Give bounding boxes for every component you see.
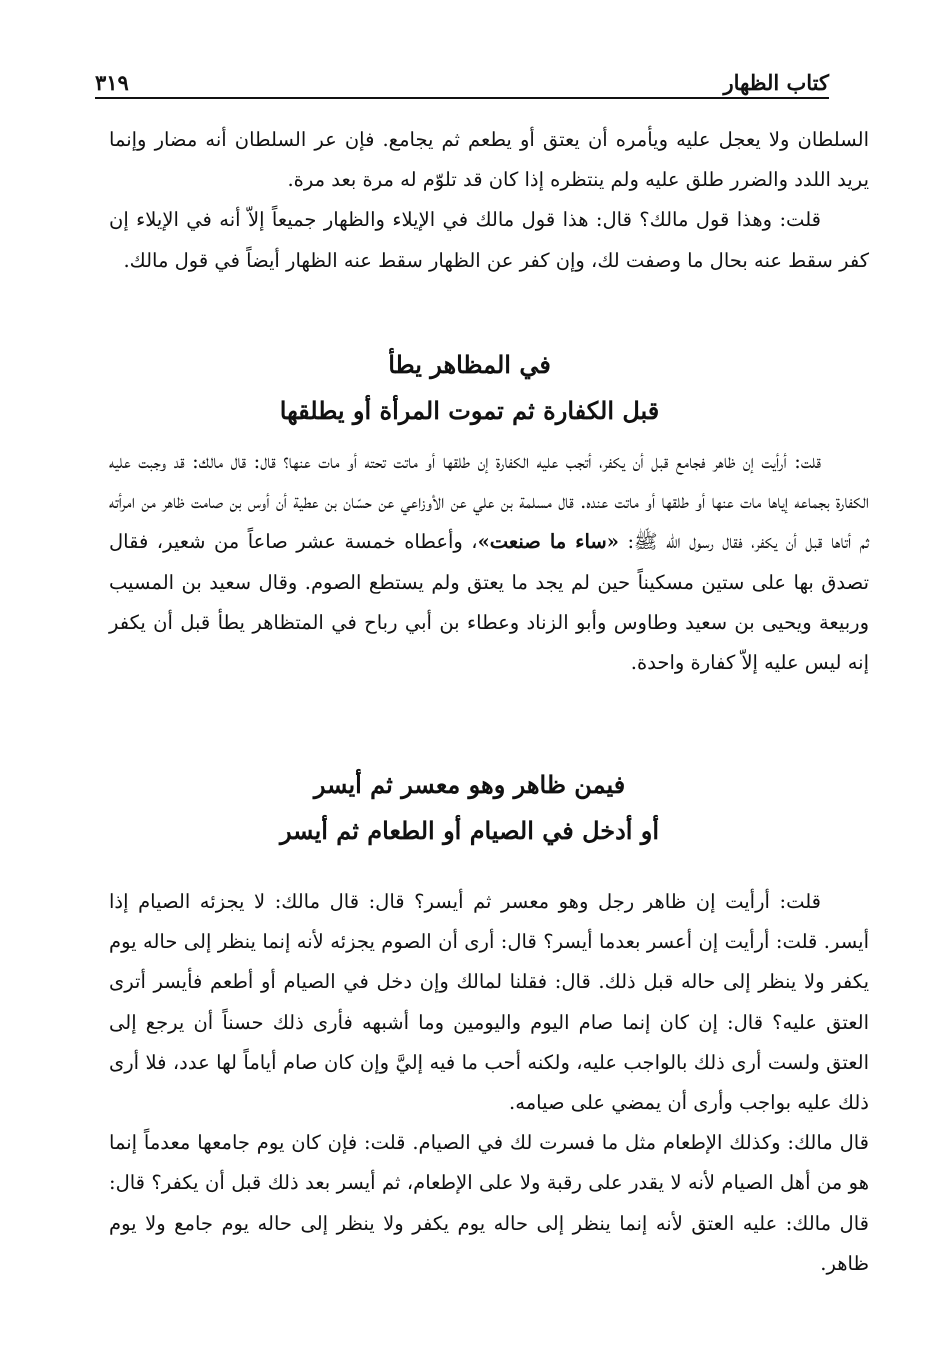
hadith-continuation-text: ، وأعطاه خمسة عشر صاعاً من شعير، فقال تصدق بها على ستين مسكيناً حين لم يجد ما يعتق ولم يستطع الصوم. وقال سعيد بن المسيب وربيعة ويحيى بن سعيد وطاوس وأبو الزناد وعطاء بن أبي رباح في المتظاهر يطأ قبل أن يكفر إنه ليس عليه إلاّ كفارة واحدة. xyxy=(109,530,869,675)
section-heading-1-line-2: قبل الكفارة ثم تموت المرأة أو يطلقها xyxy=(279,396,660,425)
opening-text xyxy=(109,120,869,281)
paragraph-itam: قال مالك: وكذلك الإطعام مثل ما فسرت لك في الصيام. قلت: فإن كان يوم جامعها معدماً إنما هو من أهل الصيام لأنه لا يقدر على رقبة ولا على الإطعام، ثم أيسر بعد ذلك قبل أن يكفر؟ قال: قال مالك: عليه العتق لأنه إنما ينظر إلى حاله يوم يكفر ولا ينظر إلى حاله يوم جامع ولا يوم ظاهر. xyxy=(109,1131,869,1275)
paragraph-aws-hadith xyxy=(109,442,869,683)
section-heading-1-line-1: في المظاهر يطأ xyxy=(388,350,551,379)
section-2-text xyxy=(109,882,869,1284)
header-rule xyxy=(95,97,829,99)
section-heading-2-line-1: فيمن ظاهر وهو معسر ثم أيسر xyxy=(313,770,626,799)
section-heading-2-line-2: أو أدخل في الصيام أو الطعام ثم أيسر xyxy=(279,816,660,845)
section-heading-1 xyxy=(95,342,844,434)
hadith-intro-text: قلت: أرأيت إن ظاهر فجامع قبل أن يكفر، أتجب عليه الكفارة إن طلقها أو ماتت تحته أو مات عنها؟ قال: قال مالك: قد وجبت عليه الكفارة بجماعه إياها مات عنها أو طلقها أو ماتت عنده. قال مسلمة بن علي عن الأوزاعي عن حسّان بن عطية أن أوس بن صامت ظاهر من امرأته ثم أتاها قبل أن يكفر، فقال رسول الله ﷺ: xyxy=(109,450,869,554)
running-header xyxy=(95,55,829,95)
section-heading-2 xyxy=(95,762,844,854)
page-number: ٣١٩ xyxy=(95,70,129,95)
paragraph-continuation: السلطان ولا يعجل عليه ويأمره أن يعتق أو يطعم ثم يجامع. فإن عر السلطان أنه مضار وإنما يريد اللدد والضرر طلق عليه ولم ينتظره إذا كان قد تلوّم له مرة بعد مرة. xyxy=(109,128,869,192)
section-1-text xyxy=(109,442,869,683)
paragraph-muasir: قلت: أرأيت إن ظاهر رجل وهو معسر ثم أيسر؟ قال: قال مالك: لا يجزئه الصيام إذا أيسر. قلت: أرأيت إن أعسر بعدما أيسر؟ قال: أرى أن الصوم يجزئه لأنه إنما ينظر إلى حاله يوم يكفر ولا ينظر إلى حاله قبل ذلك. قال: فقلنا لمالك وإن دخل في الصيام أو أطعم فأيسر أترى العتق عليه؟ قال: إن كان إنما صام اليوم واليومين وما أشبهه فأرى ذلك حسناً أن يرجع إلى العتق ولست أرى ذلك بالواجب عليه، ولكنه أحب ما فيه إليَّ وإن كان صام أياماً لها عدد، فلا أرى ذلك عليه بواجب وأرى أن يمضي على صيامه. xyxy=(109,890,869,1115)
paragraph-malik-ila: قلت: وهذا قول مالك؟ قال: هذا قول مالك في الإيلاء والظهار جميعاً إلاّ أنه في الإيلاء إن كفر سقط عنه بحال ما وصفت لك، وإن كفر عن الظهار سقط عنه الظهار أيضاً في قول مالك. xyxy=(109,208,869,272)
hadith-quote: «ساء ما صنعت» xyxy=(477,530,619,554)
book-title: كتاب الظهار xyxy=(723,70,829,95)
